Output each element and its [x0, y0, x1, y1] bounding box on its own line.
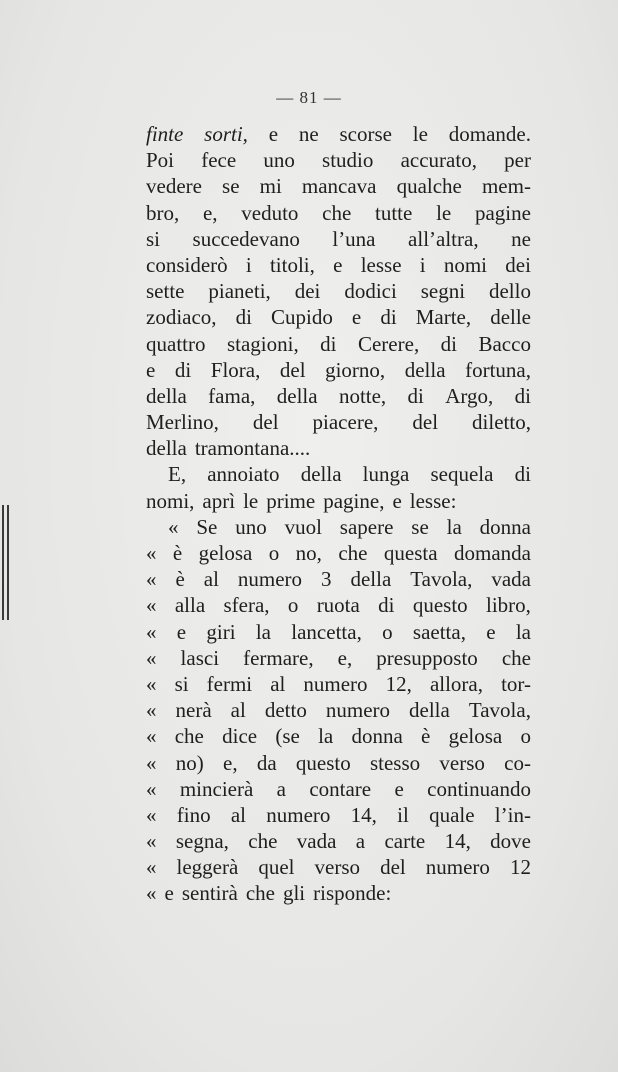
- word: mancava: [301, 174, 377, 199]
- word: notte,: [338, 383, 387, 408]
- word: o: [287, 593, 299, 618]
- word: «: [146, 802, 157, 827]
- word: che: [248, 829, 278, 854]
- word: la: [446, 514, 462, 539]
- word: no,: [295, 541, 322, 565]
- word: Marte,: [415, 305, 472, 330]
- word: piacere,: [312, 410, 379, 435]
- word: «: [146, 855, 157, 880]
- word: o: [382, 619, 393, 644]
- word: Argo,: [445, 383, 494, 408]
- word: stesso: [369, 750, 421, 775]
- word: gli: [282, 881, 306, 906]
- word: e: [268, 122, 279, 146]
- word: vuol: [284, 514, 322, 539]
- text-line: [146, 619, 531, 645]
- word: domanda: [454, 541, 531, 565]
- text-line: [146, 671, 531, 697]
- word: «: [146, 593, 157, 618]
- word: dodici: [344, 279, 397, 304]
- word: che: [322, 200, 352, 225]
- text-line: [146, 776, 531, 802]
- word: quel: [258, 855, 295, 880]
- word: sette: [146, 279, 185, 304]
- word: nerà: [175, 698, 212, 723]
- text-line: [146, 121, 531, 147]
- word: aprì: [202, 488, 236, 513]
- word: «: [146, 881, 157, 906]
- word: del: [412, 410, 439, 435]
- word: domande.: [448, 122, 531, 146]
- text-line: [146, 278, 531, 304]
- word: sfera,: [223, 593, 270, 618]
- text-line: [146, 750, 531, 776]
- text-line: [146, 252, 531, 278]
- text-line: [146, 173, 531, 199]
- word: detto: [264, 698, 307, 723]
- word: «: [146, 750, 157, 775]
- word: «: [146, 645, 157, 670]
- word: 12,: [385, 671, 412, 696]
- word: scorse: [339, 122, 392, 146]
- word: saetta,: [412, 619, 466, 644]
- word: questo: [295, 750, 351, 775]
- word: pianeti,: [208, 279, 271, 304]
- word: se: [411, 514, 429, 539]
- word: della: [404, 357, 446, 382]
- word: qualche: [396, 174, 462, 199]
- word: quattro: [146, 331, 206, 356]
- word: questa: [383, 541, 438, 565]
- word: «: [146, 724, 157, 749]
- word: numero: [266, 802, 331, 827]
- word: della: [146, 383, 187, 408]
- word: accurato,: [400, 148, 477, 173]
- text-line: [146, 409, 531, 435]
- text-line: [146, 854, 531, 880]
- word: 3: [321, 567, 332, 592]
- word: fermare,: [243, 645, 314, 670]
- word: lesse:: [409, 488, 457, 513]
- word: di: [174, 357, 192, 382]
- word: «: [146, 541, 157, 565]
- word: che: [245, 881, 275, 906]
- text-line: [146, 304, 531, 330]
- word: stagioni,: [226, 331, 299, 356]
- word: l’in-: [494, 802, 531, 827]
- word: «: [146, 671, 157, 696]
- word: numero: [237, 567, 303, 592]
- text-line: [146, 828, 531, 854]
- word: vedere: [146, 174, 202, 199]
- word: dei: [294, 279, 321, 304]
- word: «: [168, 514, 179, 539]
- word: mi: [259, 174, 282, 199]
- word: pagine,: [323, 488, 385, 513]
- word: veduto: [241, 200, 299, 225]
- word: del: [252, 410, 279, 435]
- word: carte: [384, 829, 426, 854]
- text-line: [146, 488, 531, 514]
- word: nomi: [443, 252, 488, 277]
- word: a: [355, 829, 366, 854]
- word: la: [515, 619, 531, 644]
- word: è: [175, 567, 185, 592]
- word: di: [235, 305, 252, 330]
- text-line: [146, 357, 531, 383]
- word: considerò: [146, 252, 228, 277]
- word: è: [172, 541, 183, 565]
- word: sentirà: [181, 881, 238, 906]
- word: Tavola,: [410, 567, 473, 592]
- word: 12: [509, 855, 531, 880]
- body-text: [146, 121, 531, 907]
- word: quale: [429, 802, 475, 827]
- word: giri: [206, 619, 236, 644]
- text-line: [146, 566, 531, 592]
- word: fino: [176, 802, 211, 827]
- text-line: [146, 697, 531, 723]
- word: è: [421, 724, 431, 749]
- word: e: [176, 619, 187, 644]
- word: le: [243, 488, 259, 513]
- word: al: [270, 671, 286, 696]
- word: e,: [337, 645, 353, 670]
- word: al: [203, 567, 219, 592]
- word: sorti,: [204, 122, 248, 146]
- word: si: [174, 671, 189, 696]
- word: verso: [439, 750, 485, 775]
- word: prime: [266, 488, 316, 513]
- word: del: [279, 357, 306, 382]
- word: numero: [325, 698, 391, 723]
- word: e: [333, 252, 343, 277]
- word: di: [440, 331, 458, 356]
- word: leggerà: [176, 855, 239, 880]
- word: 14,: [444, 829, 471, 854]
- word: a: [276, 776, 286, 801]
- word: Merlino,: [146, 410, 219, 435]
- word: titoli,: [269, 252, 315, 277]
- word: o: [520, 724, 531, 749]
- text-line: [146, 461, 531, 487]
- word: studio: [322, 148, 374, 173]
- word: lancetta,: [291, 619, 362, 644]
- word: presupposto: [376, 645, 478, 670]
- word: allora,: [429, 671, 483, 696]
- word: o: [268, 541, 280, 565]
- word: e,: [223, 750, 238, 775]
- word: di: [407, 383, 424, 408]
- word: «: [146, 698, 157, 723]
- word: mincierà: [179, 776, 254, 801]
- word: della: [300, 462, 342, 487]
- text-line: [146, 514, 531, 540]
- word: «: [146, 776, 157, 801]
- word: numero: [425, 855, 490, 880]
- word: verso: [314, 855, 361, 880]
- word: succedevano: [192, 226, 300, 251]
- word: di: [514, 383, 531, 408]
- word: i: [245, 252, 252, 277]
- word: e,: [202, 200, 218, 225]
- word: il: [397, 802, 409, 827]
- word: contare: [309, 776, 372, 801]
- word: si: [146, 226, 161, 251]
- word: Cupido: [271, 305, 333, 330]
- word: della: [276, 383, 318, 408]
- text-line: [146, 592, 531, 618]
- text-line: [146, 226, 531, 252]
- word: uno: [263, 148, 295, 173]
- word: che: [174, 724, 204, 749]
- word: gelosa: [448, 724, 503, 749]
- word: diletto,: [472, 410, 531, 435]
- word: Se: [196, 514, 218, 539]
- word: di: [514, 462, 531, 487]
- word: di: [320, 331, 337, 356]
- word: annoiato: [207, 462, 280, 487]
- word: «: [146, 829, 157, 854]
- word: (se: [275, 724, 300, 749]
- word: 14,: [350, 802, 377, 827]
- word: di: [378, 593, 395, 618]
- word: della: [350, 567, 392, 592]
- text-line: [146, 200, 531, 226]
- word: gelosa: [198, 541, 253, 565]
- word: e: [351, 305, 362, 330]
- word: continuando: [427, 776, 531, 801]
- text-line: [146, 147, 531, 173]
- word: sapere: [339, 514, 394, 539]
- word: alla: [174, 593, 206, 618]
- word: di: [380, 305, 397, 330]
- word: tutte: [375, 200, 413, 225]
- text-line: [146, 331, 531, 357]
- word: e: [146, 357, 156, 382]
- word: mem-: [481, 174, 531, 199]
- word: giorno,: [325, 357, 386, 382]
- word: vada: [296, 829, 337, 854]
- word: della: [146, 436, 187, 461]
- word: che: [338, 541, 368, 565]
- word: del: [380, 855, 406, 880]
- text-line: [146, 540, 531, 566]
- word: bro,: [146, 200, 180, 225]
- word: Bacco: [478, 331, 531, 356]
- word: finte: [146, 122, 184, 146]
- word: donna: [351, 724, 403, 749]
- word: sequela: [430, 462, 494, 487]
- text-line: [146, 802, 531, 828]
- word: se: [222, 174, 240, 199]
- word: risponde:: [313, 881, 392, 906]
- word: tor-: [501, 671, 531, 696]
- word: lesse: [360, 252, 402, 277]
- binding-thread-marks: [2, 505, 12, 620]
- word: segni: [420, 279, 466, 304]
- word: libro,: [486, 593, 531, 618]
- word: ruota: [316, 593, 360, 618]
- word: e: [164, 881, 174, 906]
- word: nomi,: [146, 488, 195, 513]
- word: pagine: [474, 200, 531, 225]
- word: zodiaco,: [146, 305, 217, 330]
- word: tramontana....: [194, 436, 311, 461]
- word: vada: [491, 567, 531, 592]
- word: Tavola,: [468, 698, 531, 723]
- word: le: [436, 200, 452, 225]
- word: i: [419, 252, 426, 277]
- word: la: [255, 619, 271, 644]
- word: al: [230, 802, 246, 827]
- word: l’una: [332, 226, 376, 251]
- word: e: [486, 619, 496, 644]
- word: dice: [222, 724, 258, 749]
- word: al: [230, 698, 246, 723]
- word: fermi: [206, 671, 253, 696]
- word: numero: [303, 671, 368, 696]
- word: donna: [479, 514, 531, 539]
- word: segna,: [175, 829, 229, 854]
- text-line: [146, 880, 531, 906]
- word: ne: [511, 226, 531, 251]
- word: le: [412, 122, 428, 146]
- page-number: — 81 —: [276, 88, 342, 107]
- word: e: [392, 488, 402, 513]
- word: lunga: [362, 462, 410, 487]
- word: delle: [490, 305, 531, 330]
- word: che: [501, 645, 531, 670]
- word: dove: [490, 829, 531, 854]
- word: e: [394, 776, 404, 801]
- word: fama,: [208, 383, 256, 408]
- word: la: [318, 724, 334, 749]
- word: lasci: [180, 645, 220, 670]
- word: ne: [298, 122, 319, 146]
- word: Flora,: [210, 357, 261, 382]
- word: fece: [201, 148, 237, 173]
- text-line: [146, 383, 531, 409]
- word: per: [504, 148, 531, 173]
- word: questo: [412, 593, 468, 618]
- text-line: [146, 723, 531, 749]
- word: Cerere,: [357, 331, 420, 356]
- word: dello: [488, 279, 531, 304]
- word: co-: [504, 750, 531, 775]
- word: «: [146, 619, 157, 644]
- word: uno: [235, 514, 267, 539]
- word: da: [256, 750, 277, 775]
- word: fortuna,: [465, 357, 531, 382]
- text-line: [146, 435, 531, 461]
- word: della: [409, 698, 450, 723]
- word: no): [175, 750, 204, 775]
- word: Poi: [146, 148, 175, 173]
- word: all’altra,: [408, 226, 479, 251]
- word: dei: [505, 252, 531, 277]
- word: «: [146, 567, 157, 592]
- text-line: [146, 645, 531, 671]
- word: E,: [168, 462, 187, 487]
